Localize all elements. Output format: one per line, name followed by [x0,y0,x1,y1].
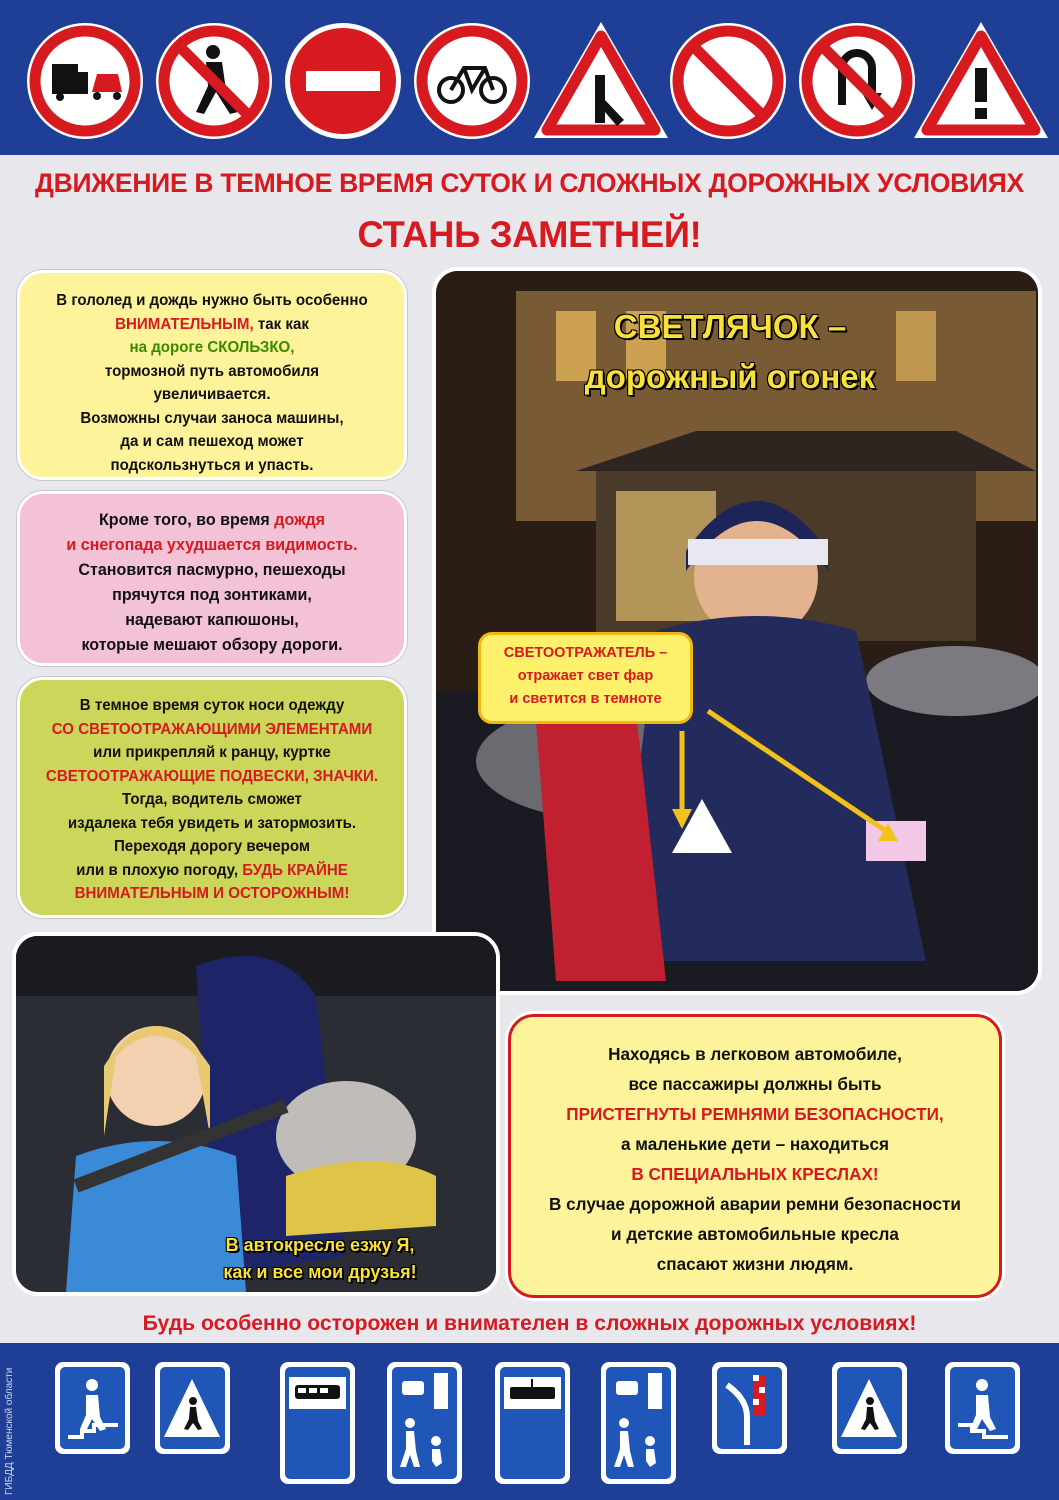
reflector-title: СВЕТООТРАЖАТЕЛЬ – [503,645,668,661]
car-seat-caption-line: В автокресле езжу Я, [225,1235,415,1255]
reflective-clothing-info-box [17,677,407,918]
page-title: ДВИЖЕНИЕ В ТЕМНОЕ ВРЕМЯ СУТОК И СЛОЖНЫХ ДОРОЖНЫХ УСЛОВИЯХ [35,168,1024,198]
gibdd-side-label: ГИБДД Тюменской области [4,1367,15,1495]
top-signs-band [0,0,1059,155]
living-zone-sign-2 [601,1362,676,1484]
ice-text-line: тормозной путь автомобиля [104,362,320,380]
rain-highlight: дождя [274,511,326,529]
pedestrian-crossing-sign-2 [832,1362,907,1454]
dark-highlight: БУДЬ КРАЙНЕ [242,861,348,879]
dark-text-line [25,859,399,883]
dark-text-fragment: или в плохую погоду, [76,861,243,879]
no-stopping-sign [670,23,786,139]
footer-slogan: Будь особенно осторожен и внимателен в сложных дорожных условиях! [142,1311,917,1335]
reflector-callout [478,632,693,724]
rain-snow-info-box [17,491,407,666]
rain-highlight-line: и снегопада ухудшается видимость. [66,536,358,554]
reflector-text-line: и светится в темноте [509,691,662,707]
car-text-line: В случае дорожной аварии ремни безопасности [549,1194,961,1214]
danger-exclamation-sign [914,22,1048,138]
rain-text-line: которые мешают обзору дороги. [81,636,343,654]
no-entry-sign [285,23,401,139]
car-highlight-line: В СПЕЦИАЛЬНЫХ КРЕСЛАХ! [631,1164,879,1184]
ice-text-line [25,313,399,337]
no-u-turn-sign [799,23,915,139]
ice-text-line [25,336,399,360]
rain-text-line: Становится пасмурно, пешеходы [78,561,346,579]
tram-stop-sign [495,1362,570,1484]
dark-text-line: В темное время суток носи одежду [79,697,345,714]
overtaking-trucks-prohibited-sign [27,23,143,139]
dark-highlight-line: СО СВЕТООТРАЖАЮЩИМИ ЭЛЕМЕНТАМИ [51,720,373,738]
overground-crossing-sign [945,1362,1020,1454]
ice-text-line: подскользнуться и упасть. [110,456,314,474]
dark-text-line: Переходя дорогу вечером [113,838,311,855]
firefly-caption-subtitle: дорожный огонек [584,358,876,395]
side-road-junction-sign [534,22,668,138]
ice-highlight-slippery: СКОЛЬЗКО [207,339,291,356]
dark-text-line: издалека тебя увидеть и затормозить. [67,814,357,832]
ice-highlight-attentive: ВНИМАТЕЛЬНЫМ, [115,315,254,333]
no-pedestrians-sign [156,23,272,139]
car-text-line: а маленькие дети – находиться [620,1134,890,1154]
seatbelt-info-box [508,1014,1002,1298]
ice-text-line: Возможны случаи заноса машины, [80,409,344,427]
page-subtitle: СТАНЬ ЗАМЕТНЕЙ! [357,214,702,255]
top-signs-strip [0,0,1059,155]
lane-merge-sign [712,1362,787,1454]
bus-stop-sign [280,1362,355,1484]
dark-highlight-line: ВНИМАТЕЛЬНЫМ И ОСТОРОЖНЫМ! [74,885,350,902]
car-highlight-line: ПРИСТЕГНУТЫ РЕМНЯМИ БЕЗОПАСНОСТИ, [566,1104,944,1124]
car-text-line: спасают жизни людям. [656,1254,854,1274]
dark-text-line: Тогда, водитель сможет [122,791,302,808]
rain-text-line [25,508,399,533]
dark-highlight-line: СВЕТООТРАЖАЮЩИЕ ПОДВЕСКИ, ЗНАЧКИ. [45,767,379,785]
car-seat-caption-line: как и все мои друзья! [223,1262,417,1282]
ice-text-line: В гололед и дождь нужно быть особенно [56,292,368,309]
pedestrian-crossing-sign [155,1362,230,1454]
bicycle-lane-sign [414,23,530,139]
car-seat-caption [175,1232,465,1286]
dark-text-line: или прикрепляй к ранцу, куртке [93,744,331,761]
ice-text-fragment: на дороге [129,339,208,356]
underground-crossing-sign [55,1362,130,1454]
firefly-caption-title: СВЕТЛЯЧОК – [613,308,847,345]
rain-text-fragment: Кроме того, во время [98,511,275,529]
ice-text-fragment: так как [253,315,309,333]
car-text-line: все пассажиры должны быть [628,1074,882,1094]
car-text-line: Находясь в легковом автомобиле, [608,1044,902,1064]
car-text-line: и детские автомобильные кресла [611,1224,899,1244]
rain-text-line: прячутся под зонтиками, [112,586,312,604]
ice-text-fragment: , [290,339,295,356]
ice-text-line: да и сам пешеход может [120,433,304,450]
rain-text-line: надевают капюшоны, [125,611,299,629]
reflector-text-line: отражает свет фар [517,668,654,684]
ice-rain-info-box [17,270,407,480]
ice-text-line: увеличивается. [153,386,271,403]
living-zone-sign [387,1362,462,1484]
